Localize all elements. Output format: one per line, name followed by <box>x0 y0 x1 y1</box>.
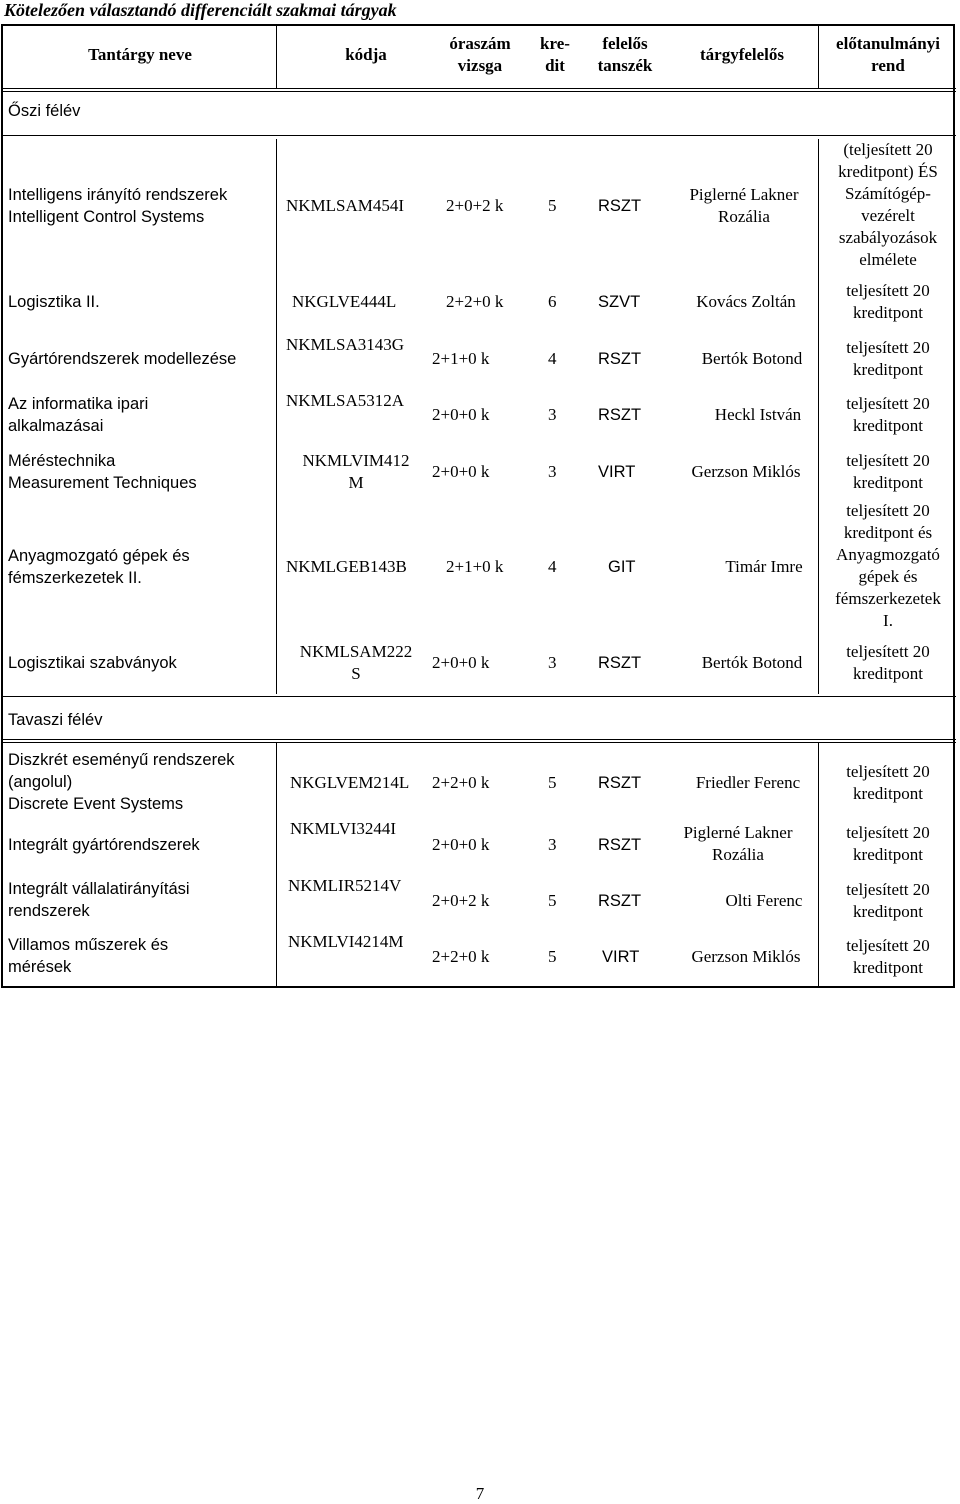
course-teacher: Piglerné Lakner <box>683 823 793 842</box>
course-hours: 2+0+2 k <box>432 891 490 910</box>
course-credit: 5 <box>548 947 557 966</box>
course-prereq: kreditpont <box>853 303 923 322</box>
course-name: Integrált vállalatirányítási <box>8 880 190 898</box>
course-dept: RSZT <box>598 892 642 910</box>
course-credit: 3 <box>548 405 557 424</box>
header-credit-2: dit <box>545 56 565 75</box>
course-code: NKMLSAM454I <box>286 196 405 215</box>
header-hours-1: óraszám <box>449 34 511 53</box>
course-dept: RSZT <box>598 654 642 672</box>
course-prereq: teljesített 20 <box>846 501 930 520</box>
course-prereq: teljesített 20 <box>846 823 930 842</box>
course-dept: RSZT <box>598 406 642 424</box>
page-title: Kötelezően választandó differenciált szakmai tárgyak <box>4 0 397 20</box>
header-prereq-2: rend <box>871 56 905 75</box>
course-hours: 2+0+2 k <box>446 196 504 215</box>
header-credit-1: kre- <box>540 34 570 53</box>
course-code: NKMLVI3244I <box>290 819 397 838</box>
course-credit: 3 <box>548 835 557 854</box>
course-prereq: szabályozások <box>838 228 938 247</box>
course-credit: 5 <box>548 196 557 215</box>
course-code: NKMLSA5312A <box>286 391 405 410</box>
course-dept: RSZT <box>598 836 642 854</box>
course-hours: 2+2+0 k <box>446 292 504 311</box>
course-teacher: Gerzson Miklós <box>691 947 801 966</box>
course-credit: 5 <box>548 773 557 792</box>
course-prereq: fémszerkezetek <box>835 589 941 608</box>
course-prereq: I. <box>883 611 893 630</box>
course-teacher: Bertók Botond <box>701 653 803 672</box>
course-teacher: Bertók Botond <box>701 349 803 368</box>
course-dept: GIT <box>608 558 636 576</box>
course-hours: 2+0+0 k <box>432 405 490 424</box>
column-divider <box>276 24 277 89</box>
course-prereq: teljesített 20 <box>846 642 930 661</box>
course-code: M <box>348 473 364 492</box>
course-prereq: kreditpont <box>853 784 923 803</box>
course-prereq: kreditpont és <box>843 523 933 542</box>
course-name: mérések <box>8 958 72 976</box>
course-prereq: (teljesített 20 <box>843 140 933 159</box>
course-name: alkalmazásai <box>8 417 104 435</box>
header-teacher: tárgyfelelős <box>699 45 785 64</box>
course-prereq: vezérelt <box>861 206 915 225</box>
course-dept: VIRT <box>598 463 636 481</box>
course-credit: 3 <box>548 653 557 672</box>
course-teacher: Friedler Ferenc <box>695 773 801 792</box>
course-name: fémszerkezetek II. <box>8 569 142 587</box>
course-teacher: Timár Imre <box>725 557 803 576</box>
course-hours: 2+2+0 k <box>432 773 490 792</box>
course-hours: 2+1+0 k <box>432 349 490 368</box>
course-hours: 2+0+0 k <box>432 835 490 854</box>
course-dept: RSZT <box>598 197 642 215</box>
header-name: Tantárgy neve <box>88 45 192 64</box>
course-name: Logisztikai szabványok <box>8 654 177 672</box>
course-dept: VIRT <box>602 948 640 966</box>
course-code: NKMLVIM412 <box>302 451 410 470</box>
header-hours-2: vizsga <box>457 56 503 75</box>
course-name: rendszerek <box>8 902 90 920</box>
course-dept: RSZT <box>598 350 642 368</box>
course-teacher: Piglerné Lakner <box>689 185 799 204</box>
row-divider <box>1 88 956 89</box>
course-prereq: kreditpont <box>853 845 923 864</box>
course-dept: RSZT <box>598 774 642 792</box>
course-prereq: kreditpont <box>853 473 923 492</box>
course-prereq: teljesített 20 <box>846 338 930 357</box>
course-prereq: Anyagmozgató <box>836 545 940 564</box>
course-code: NKMLGEB143B <box>286 557 407 576</box>
column-divider <box>276 742 277 986</box>
course-prereq: kreditpont <box>853 958 923 977</box>
course-code: NKMLSAM222 <box>299 642 413 661</box>
course-prereq: kreditpont <box>853 902 923 921</box>
course-hours: 2+1+0 k <box>446 557 504 576</box>
course-name: Logisztika II. <box>8 293 100 311</box>
course-prereq: kreditpont) ÉS <box>838 162 938 181</box>
course-credit: 5 <box>548 891 557 910</box>
course-credit: 3 <box>548 462 557 481</box>
course-prereq: teljesített 20 <box>846 762 930 781</box>
page-number: 7 <box>475 1484 485 1503</box>
course-name: Az informatika ipari <box>8 395 149 413</box>
course-name: Méréstechnika <box>8 452 116 470</box>
course-prereq: gépek és <box>858 567 918 586</box>
course-teacher: Rozália <box>712 845 764 864</box>
course-name: Villamos műszerek és <box>8 936 169 954</box>
header-dept-1: felelős <box>602 34 648 53</box>
column-divider <box>276 139 277 694</box>
row-divider <box>1 91 956 92</box>
course-prereq: teljesített 20 <box>846 394 930 413</box>
course-name: Integrált gyártórendszerek <box>8 836 200 854</box>
course-hours: 2+0+0 k <box>432 462 490 481</box>
section-autumn: Őszi félév <box>8 102 81 120</box>
course-name: Gyártórendszerek modellezése <box>8 350 237 368</box>
course-name: Discrete Event Systems <box>8 795 184 813</box>
course-teacher: Heckl István <box>714 405 802 424</box>
course-name: Anyagmozgató gépek és <box>8 547 190 565</box>
course-prereq: kreditpont <box>853 416 923 435</box>
column-divider <box>818 24 819 89</box>
course-teacher: Kovács Zoltán <box>696 292 796 311</box>
row-divider <box>1 135 956 136</box>
row-divider <box>1 696 956 697</box>
course-name: Diszkrét eseményű rendszerek <box>8 751 235 769</box>
course-credit: 4 <box>548 349 557 368</box>
course-credit: 4 <box>548 557 557 576</box>
section-spring: Tavaszi félév <box>8 711 103 729</box>
course-code: NKMLIR5214V <box>288 876 402 895</box>
row-divider <box>1 739 956 740</box>
course-prereq: teljesített 20 <box>846 880 930 899</box>
course-name: Measurement Techniques <box>8 474 197 492</box>
course-code: NKGLVE444L <box>292 292 397 311</box>
header-dept-2: tanszék <box>597 56 653 75</box>
course-prereq: elmélete <box>859 250 917 269</box>
course-teacher: Gerzson Miklós <box>691 462 801 481</box>
course-name: (angolul) <box>8 773 73 791</box>
course-code: NKMLVI4214M <box>288 932 404 951</box>
course-name: Intelligens irányító rendszerek <box>8 186 228 204</box>
course-code: NKGLVEM214L <box>290 773 410 792</box>
course-prereq: kreditpont <box>853 360 923 379</box>
course-teacher: Olti Ferenc <box>725 891 803 910</box>
course-code: S <box>351 664 361 683</box>
course-teacher: Rozália <box>718 207 770 226</box>
course-hours: 2+0+0 k <box>432 653 490 672</box>
course-credit: 6 <box>548 292 557 311</box>
course-name: Intelligent Control Systems <box>8 208 205 226</box>
header-code: kódja <box>345 45 387 64</box>
course-prereq: teljesített 20 <box>846 281 930 300</box>
course-prereq: Számítógép- <box>845 184 931 203</box>
row-divider <box>1 742 956 743</box>
course-prereq: teljesített 20 <box>846 451 930 470</box>
course-prereq: teljesített 20 <box>846 936 930 955</box>
course-prereq: kreditpont <box>853 664 923 683</box>
course-code: NKMLSA3143G <box>286 335 405 354</box>
header-prereq-1: előtanulmányi <box>836 34 940 53</box>
course-dept: SZVT <box>598 293 641 311</box>
course-hours: 2+2+0 k <box>432 947 490 966</box>
